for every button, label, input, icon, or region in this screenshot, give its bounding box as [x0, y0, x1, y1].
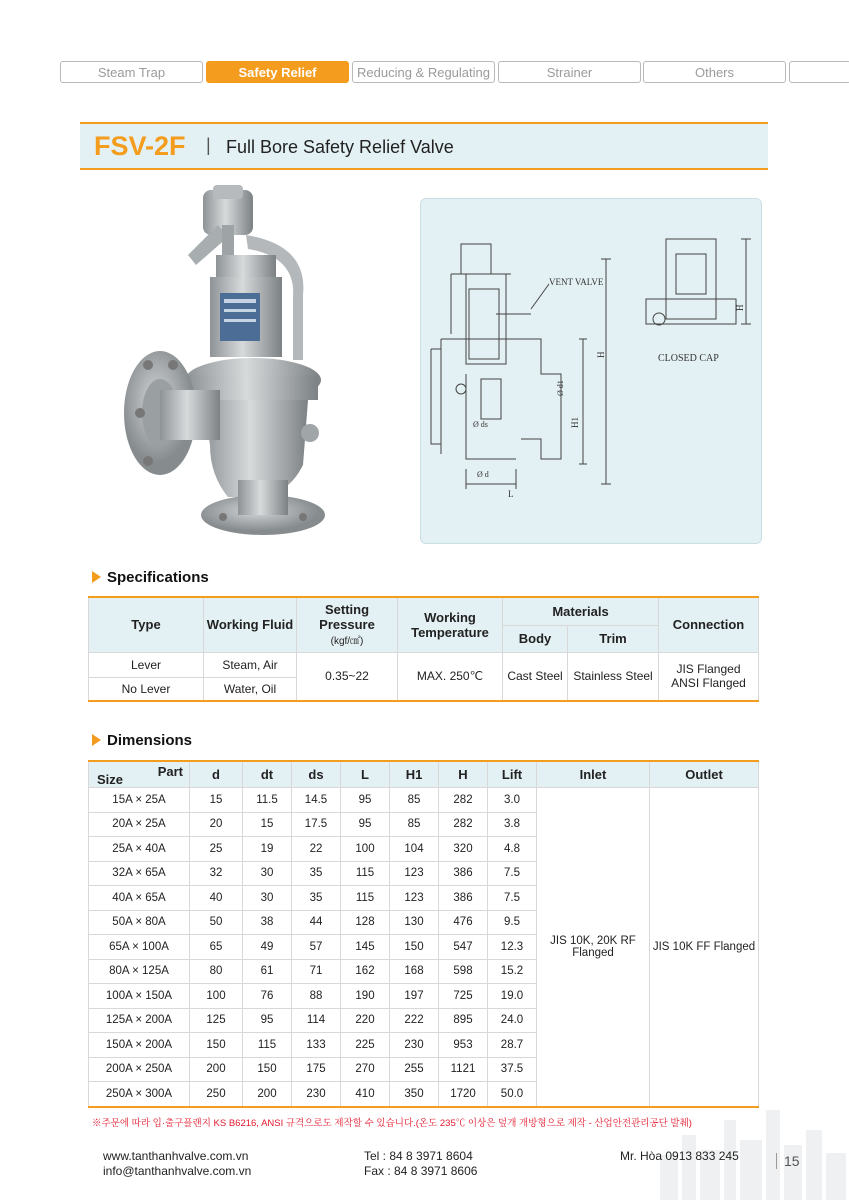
model-code: FSV-2F	[94, 131, 186, 161]
spec-header-connection: Connection	[659, 597, 759, 652]
spec-type: No Lever	[89, 677, 204, 701]
dim-cell-ds: 230	[292, 1082, 341, 1107]
dim-cell-lift: 7.5	[488, 886, 537, 911]
dim-cell-l: 270	[341, 1057, 390, 1082]
dim-cell-ds: 57	[292, 935, 341, 960]
dim-cell-l: 100	[341, 837, 390, 862]
dim-cell-d: 50	[190, 910, 243, 935]
dim-cell-h: 953	[439, 1033, 488, 1058]
dim-cell-h: 895	[439, 1008, 488, 1033]
dim-cell-ds: 17.5	[292, 812, 341, 837]
dim-label-L: L	[508, 489, 514, 499]
dim-cell-ds: 114	[292, 1008, 341, 1033]
dim-cell-l: 95	[341, 788, 390, 813]
dim-cell-ds: 14.5	[292, 788, 341, 813]
valve-cross-section-drawing	[421, 199, 761, 543]
dim-cell-lift: 7.5	[488, 861, 537, 886]
dim-label-d: Ø d	[477, 470, 489, 479]
dim-cell-dt: 115	[243, 1033, 292, 1058]
dim-cell-h: 386	[439, 861, 488, 886]
dim-cell-h: 282	[439, 788, 488, 813]
dim-cell-dt: 19	[243, 837, 292, 862]
tab-others[interactable]: Others	[643, 61, 786, 83]
dim-cell-ds: 35	[292, 886, 341, 911]
dim-cell-h1: 150	[390, 935, 439, 960]
footer-phone	[364, 1149, 477, 1179]
product-title-band	[80, 122, 768, 170]
dim-cell-l: 95	[341, 812, 390, 837]
dim-cell-h1: 123	[390, 886, 439, 911]
dim-cell-l: 162	[341, 959, 390, 984]
dim-cell-dt: 38	[243, 910, 292, 935]
dim-inlet: JIS 10K, 20K RF Flanged	[537, 788, 650, 1107]
dim-header-part-size	[89, 761, 190, 788]
dim-label-d1: Ø d1	[556, 380, 565, 396]
tab-safety-relief[interactable]: Safety Relief	[206, 61, 349, 83]
spec-type: Lever	[89, 652, 204, 677]
spec-pressure: 0.35~22	[297, 652, 398, 701]
dim-cell-lift: 3.0	[488, 788, 537, 813]
dimensions-table	[88, 760, 759, 1108]
dim-cell-d: 80	[190, 959, 243, 984]
dim-cell-size: 20A × 25A	[89, 812, 190, 837]
order-note: ※주문에 따라 입·출구플랜지 KS B6216, ANSI 규격으로도 제작할 수 있습니다.(온도 235℃ 이상은 덮개 개방형으로 제작 - 산업안전관리공단 발췌)	[92, 1118, 692, 1129]
dim-cell-dt: 15	[243, 812, 292, 837]
dim-header-size: Size	[97, 772, 124, 787]
dim-header-L: L	[341, 761, 390, 788]
dim-cell-l: 128	[341, 910, 390, 935]
dim-cell-dt: 200	[243, 1082, 292, 1107]
triangle-bullet-icon	[92, 734, 101, 746]
footer-web	[103, 1149, 251, 1179]
dim-cell-d: 125	[190, 1008, 243, 1033]
dim-cell-lift: 37.5	[488, 1057, 537, 1082]
dim-cell-size: 80A × 125A	[89, 959, 190, 984]
dim-cell-lift: 28.7	[488, 1033, 537, 1058]
dim-header-d: d	[190, 761, 243, 788]
dim-cell-size: 25A × 40A	[89, 837, 190, 862]
dim-cell-d: 250	[190, 1082, 243, 1107]
dim-cell-ds: 22	[292, 837, 341, 862]
dim-cell-h1: 130	[390, 910, 439, 935]
dim-cell-h1: 197	[390, 984, 439, 1009]
dim-cell-ds: 35	[292, 861, 341, 886]
telephone: Tel : 84 8 3971 8604	[364, 1149, 473, 1163]
category-tabs	[60, 61, 849, 85]
dim-cell-l: 220	[341, 1008, 390, 1033]
dim-cell-lift: 19.0	[488, 984, 537, 1009]
spec-connection	[659, 652, 759, 701]
valve-photo	[118, 185, 348, 555]
fax: Fax : 84 8 3971 8606	[364, 1164, 478, 1178]
city-skyline-decoration	[650, 1095, 849, 1200]
dim-cell-size: 15A × 25A	[89, 788, 190, 813]
dim-cell-lift: 24.0	[488, 1008, 537, 1033]
dim-cell-l: 225	[341, 1033, 390, 1058]
dim-cell-h1: 168	[390, 959, 439, 984]
spec-header-pressure	[297, 597, 398, 652]
spec-header-trim: Trim	[568, 625, 659, 652]
tab-more[interactable]	[789, 61, 849, 83]
dimensions-heading	[92, 732, 192, 749]
dim-cell-dt: 76	[243, 984, 292, 1009]
dim-cell-d: 15	[190, 788, 243, 813]
dim-cell-h1: 222	[390, 1008, 439, 1033]
dim-cell-d: 100	[190, 984, 243, 1009]
spec-header-pressure-unit: (kgf/㎠)	[330, 636, 364, 648]
dim-cell-size: 65A × 100A	[89, 935, 190, 960]
dim-header-H1: H1	[390, 761, 439, 788]
dim-cell-lift: 50.0	[488, 1082, 537, 1107]
tab-reducing-regulating[interactable]: Reducing & Regulating	[352, 61, 495, 83]
dim-cell-l: 115	[341, 861, 390, 886]
dim-cell-dt: 61	[243, 959, 292, 984]
triangle-bullet-icon	[92, 571, 101, 583]
tab-steam-trap[interactable]: Steam Trap	[60, 61, 203, 83]
dim-cell-lift: 9.5	[488, 910, 537, 935]
dim-cell-l: 410	[341, 1082, 390, 1107]
dim-cell-h1: 85	[390, 788, 439, 813]
spec-header-type: Type	[89, 597, 204, 652]
dim-header-inlet: Inlet	[537, 761, 650, 788]
dim-cell-h: 1720	[439, 1082, 488, 1107]
dim-cell-h: 476	[439, 910, 488, 935]
dim-cell-dt: 49	[243, 935, 292, 960]
spec-header-body: Body	[503, 625, 568, 652]
dim-cell-size: 200A × 250A	[89, 1057, 190, 1082]
dim-cell-size: 125A × 200A	[89, 1008, 190, 1033]
specifications-table	[88, 596, 759, 702]
dim-cell-h1: 85	[390, 812, 439, 837]
dim-cell-ds: 88	[292, 984, 341, 1009]
dim-label-H1: H1	[570, 417, 580, 428]
dim-cell-size: 150A × 200A	[89, 1033, 190, 1058]
specifications-heading	[92, 569, 209, 586]
footer-contact: Mr. Hòa 0913 833 245	[620, 1149, 739, 1163]
dim-label-H-cap: H	[735, 304, 745, 311]
dim-cell-dt: 95	[243, 1008, 292, 1033]
dim-cell-lift: 3.8	[488, 812, 537, 837]
dim-cell-d: 32	[190, 861, 243, 886]
dim-cell-size: 100A × 150A	[89, 984, 190, 1009]
spec-header-temperature: Working Temperature	[398, 597, 503, 652]
dim-cell-h: 725	[439, 984, 488, 1009]
dim-cell-lift: 4.8	[488, 837, 537, 862]
dim-header-dt: dt	[243, 761, 292, 788]
dim-outlet: JIS 10K FF Flanged	[650, 788, 759, 1107]
dim-cell-size: 32A × 65A	[89, 861, 190, 886]
spec-header-pressure-text: Setting Pressure	[319, 602, 375, 633]
website-link[interactable]: www.tanthanhvalve.com.vn	[103, 1149, 249, 1163]
dim-cell-h1: 255	[390, 1057, 439, 1082]
dim-label-ds: Ø ds	[473, 420, 488, 429]
spec-row	[89, 652, 759, 677]
dim-cell-h: 282	[439, 812, 488, 837]
dimensions-heading-text: Dimensions	[107, 732, 193, 749]
dim-cell-ds: 175	[292, 1057, 341, 1082]
spec-body: Cast Steel	[503, 652, 568, 701]
dim-cell-d: 150	[190, 1033, 243, 1058]
tab-strainer[interactable]: Strainer	[498, 61, 641, 83]
dim-cell-dt: 30	[243, 886, 292, 911]
dim-cell-size: 250A × 300A	[89, 1082, 190, 1107]
spec-connection-ansi: ANSI Flanged	[671, 676, 746, 691]
vent-valve-label: VENT VALVE	[549, 277, 604, 287]
dim-cell-lift: 12.3	[488, 935, 537, 960]
dim-cell-h: 598	[439, 959, 488, 984]
dim-cell-h1: 350	[390, 1082, 439, 1107]
dim-cell-d: 200	[190, 1057, 243, 1082]
dim-header-ds: ds	[292, 761, 341, 788]
spec-connection-jis: JIS Flanged	[676, 662, 741, 677]
dim-cell-dt: 11.5	[243, 788, 292, 813]
dim-cell-ds: 133	[292, 1033, 341, 1058]
specifications-heading-text: Specifications	[107, 569, 209, 586]
dim-cell-h: 1121	[439, 1057, 488, 1082]
dim-cell-l: 190	[341, 984, 390, 1009]
dim-cell-d: 65	[190, 935, 243, 960]
dim-cell-h: 547	[439, 935, 488, 960]
dim-cell-dt: 30	[243, 861, 292, 886]
dim-cell-l: 145	[341, 935, 390, 960]
dim-cell-l: 115	[341, 886, 390, 911]
dim-label-H: H	[596, 351, 606, 358]
dim-cell-d: 40	[190, 886, 243, 911]
dim-cell-dt: 150	[243, 1057, 292, 1082]
spec-temperature: MAX. 250℃	[398, 652, 503, 701]
spec-fluid: Water, Oil	[204, 677, 297, 701]
spec-header-fluid: Working Fluid	[204, 597, 297, 652]
spec-trim: Stainless Steel	[568, 652, 659, 701]
dim-header-lift: Lift	[488, 761, 537, 788]
dim-header-H: H	[439, 761, 488, 788]
technical-drawing-panel	[420, 198, 762, 544]
dim-cell-h1: 230	[390, 1033, 439, 1058]
dim-header-part: Part	[157, 764, 183, 779]
dim-cell-h1: 104	[390, 837, 439, 862]
dim-cell-ds: 71	[292, 959, 341, 984]
spec-header-materials: Materials	[503, 597, 659, 625]
product-subtitle: Full Bore Safety Relief Valve	[226, 137, 454, 157]
dim-cell-lift: 15.2	[488, 959, 537, 984]
dim-cell-ds: 44	[292, 910, 341, 935]
dim-cell-size: 50A × 80A	[89, 910, 190, 935]
closed-cap-label: CLOSED CAP	[658, 353, 719, 364]
dim-cell-size: 40A × 65A	[89, 886, 190, 911]
spec-fluid: Steam, Air	[204, 652, 297, 677]
page-number: 15	[776, 1153, 800, 1169]
dim-cell-d: 20	[190, 812, 243, 837]
dim-cell-h: 320	[439, 837, 488, 862]
email-link[interactable]: info@tanthanhvalve.com.vn	[103, 1164, 252, 1178]
dim-cell-h: 386	[439, 886, 488, 911]
title-separator: |	[206, 135, 211, 155]
dim-header-outlet: Outlet	[650, 761, 759, 788]
dim-cell-h1: 123	[390, 861, 439, 886]
dim-cell-d: 25	[190, 837, 243, 862]
table-row	[89, 788, 759, 813]
